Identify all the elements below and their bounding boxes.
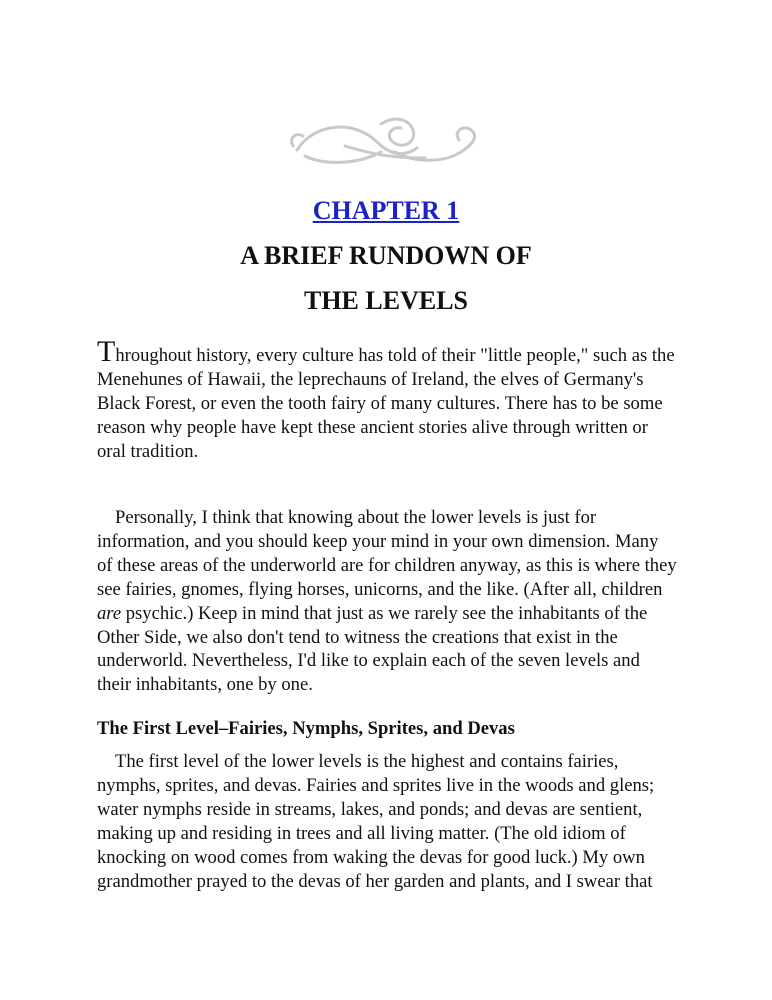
paragraph-1-text: hroughout history, every culture has told of their "little people," such as the Menehunes of Hawaii, the leprechauns of Ireland, the elves of Germany's Black Forest, or even the tooth fairy of many cultures. There has to be some reason why people have kept these ancient stories alive through written or oral tradition. bbox=[97, 345, 675, 462]
paragraph-2-emphasis: are bbox=[97, 602, 122, 624]
paragraph-2-text-after: psychic.) Keep in mind that just as we rarely see the inhabitants of the Other Side, we also don't tend to witness the creations that exist in the underworld. Nevertheless, I'd like to explain each of the seven levels and their inhabitants, one by one. bbox=[97, 602, 648, 696]
scroll-flourish-icon bbox=[285, 112, 485, 172]
paragraph-2-text-before: Personally, I think that knowing about the lower levels is just for information, and you should keep your mind in your own dimension. Many of these areas of the underworld are for children anyway, as this is where they see fairies, gnomes, flying horses, unicorns, and the like. (After all, children bbox=[97, 507, 677, 600]
chapter-link[interactable]: CHAPTER 1 bbox=[312, 196, 460, 225]
section-heading: The First Level–Fairies, Nymphs, Sprites, and Devas bbox=[97, 718, 515, 739]
paragraph-3: The first level of the lower levels is the highest and contains fairies, nymphs, sprites, and devas. Fairies and sprites live in the woods and glens; water nymphs reside in streams, lakes, and ponds; and devas are sentient, making up and residing in trees and all living matter. (The old idiom of knocking on wood comes from waking the devas for good luck.) My own grandmother prayed to the devas of her garden and plants, and I swear that bbox=[97, 751, 655, 892]
drop-cap-letter: T bbox=[97, 335, 116, 368]
paragraph-2 bbox=[97, 506, 677, 697]
paragraph-1 bbox=[97, 335, 677, 464]
chapter-title-line-2: THE LEVELS bbox=[303, 286, 468, 315]
chapter-title-line-1: A BRIEF RUNDOWN OF bbox=[240, 241, 532, 270]
